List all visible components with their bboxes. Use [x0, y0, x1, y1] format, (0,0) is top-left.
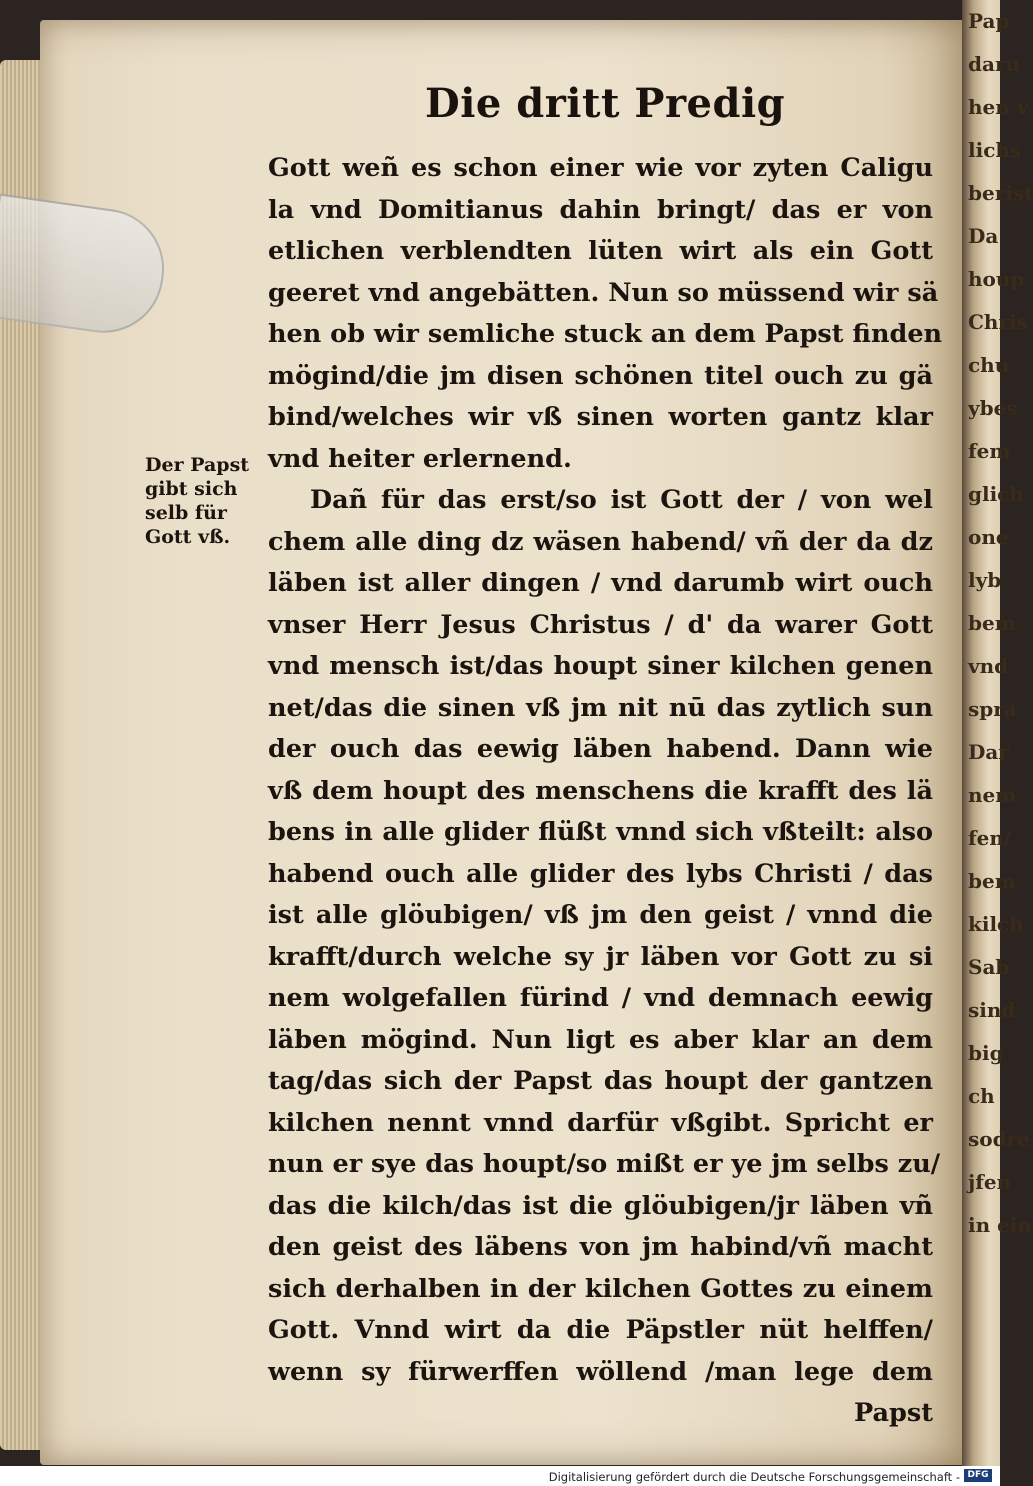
text-line: net/das die sinen vß jm nit nū das zytlich sun: [268, 692, 933, 723]
text-line: wenn sy fürwerffen wöllend /man lege dem: [268, 1356, 933, 1387]
gutter-fragment: one: [968, 525, 1009, 549]
gutter-fragment: Dar: [968, 740, 1009, 764]
text-line: läben ist aller dingen / vnd darumb wirt ouch: [268, 568, 933, 598]
text-line: tag/das sich der Papst das houpt der gantzen: [268, 1066, 933, 1096]
gutter-fragment: spra: [968, 697, 1017, 721]
running-head: Die dritt Predig: [425, 80, 786, 127]
text-line: Gott. Vnnd wirt da die Päpstler nüt helffen/: [268, 1315, 933, 1345]
text-line: vnd mensch ist/das houpt siner kilchen genen: [268, 651, 933, 681]
text-line: Dañ für das erst/so ist Gott der / von wel: [310, 485, 933, 515]
text-line: Gott weñ es schon einer wie vor zyten Caligu: [268, 153, 933, 183]
gutter-fragment: Chris: [968, 310, 1028, 334]
text-line: ist alle glöubigen/ vß jm den geist / vnnd die: [268, 900, 933, 930]
gutter-fragment: chu: [968, 353, 1010, 377]
gutter-fragment: vnd: [968, 654, 1009, 678]
text-line: nem wolgefallen fürind / vnd demnach eewig: [268, 983, 933, 1013]
text-line: nun er sye das houpt/so mißt er ye jm selbs zu/: [268, 1149, 941, 1179]
gutter-fragment: berist: [968, 181, 1033, 205]
text-line: der ouch das eewig läben habend. Dann wie: [268, 734, 933, 764]
text-line: etlichen verblendten lüten wirt als ein Gott: [268, 236, 933, 266]
gutter-fragment: kilch: [968, 912, 1024, 936]
text-line: kilchen nennt vnnd darfür vßgibt. Spricht er: [268, 1107, 933, 1138]
text-line: la vnd Domitianus dahin bringt/ das er von: [268, 194, 933, 225]
gutter-fragment: lyb: [968, 568, 1002, 592]
gutter-fragment: jfen: [968, 1170, 1012, 1194]
margin-note: [145, 453, 265, 549]
text-line: sich derhalben in der kilchen Gottes zu einem: [268, 1273, 933, 1304]
gutter-fragment: bem: [968, 611, 1016, 635]
gutter-fragment: big: [968, 1041, 1004, 1065]
text-line: den geist des läbens von jm habind/vñ macht: [268, 1232, 933, 1262]
gutter-fragment: in ein: [968, 1213, 1032, 1237]
gutter-fragment: sodre: [968, 1127, 1030, 1151]
gutter-fragment: fem: [968, 439, 1011, 463]
gutter-fragment: nem: [968, 783, 1017, 807]
footer-credit: Digitalisierung gefördert durch die Deutsche Forschungsgemeinschaft -: [548, 1470, 960, 1484]
facing-page-gutter: [962, 0, 1033, 1470]
text-line: das die kilch/das ist die glöubigen/jr läben vñ: [268, 1190, 933, 1221]
gutter-fragment: hen v: [968, 95, 1029, 119]
gutter-fragment: fen/: [968, 826, 1012, 850]
body-text: [268, 148, 943, 1435]
gutter-fragment: Pap: [968, 9, 1010, 33]
text-line: mögind/die jm disen schönen titel ouch zu gä: [268, 360, 933, 391]
gutter-fragment: ybes: [968, 396, 1018, 420]
catchword: Papst: [854, 1398, 933, 1428]
gutter-fragment: Sab: [968, 955, 1010, 979]
gutter-fragment: bem: [968, 869, 1016, 893]
text-line: hen ob wir semliche stuck an dem Papst finden: [268, 319, 943, 349]
gutter-fragment: ch: [968, 1084, 995, 1108]
text-line: habend ouch alle glider des lybs Christi / das: [268, 858, 933, 889]
text-line: vnd heiter erlernend.: [268, 443, 572, 474]
gutter-fragment: daru: [968, 52, 1021, 76]
gutter-fragment: lichs: [968, 138, 1022, 162]
dfg-logo: DFG: [964, 1469, 992, 1482]
margin-note-line: gibt sich: [145, 478, 238, 500]
gutter-fragment: Da: [968, 224, 999, 248]
text-line: vnser Herr Jesus Christus / d' da warer Gott: [268, 609, 933, 640]
margin-note-line: Gott vß.: [145, 526, 231, 548]
margin-note-line: Der Papst: [145, 454, 250, 476]
text-line: vß dem houpt des menschens die krafft des lä: [268, 775, 933, 806]
text-line: bind/welches wir vß sinen worten gantz klar: [268, 402, 933, 432]
text-line: chem alle ding dz wäsen habend/ vñ der da dz: [268, 526, 933, 557]
text-line: geeret vnd angebätten. Nun so müssend wir sä: [268, 277, 939, 308]
gutter-fragment: sind: [968, 998, 1016, 1022]
gutter-fragment: houp: [968, 267, 1025, 291]
gutter-fragment: glich: [968, 482, 1024, 506]
text-line: krafft/durch welche sy jr läben vor Gott zu si: [268, 941, 933, 972]
text-line: läben mögind. Nun ligt es aber klar an dem: [268, 1024, 933, 1055]
text-line: bens in alle glider flüßt vnnd sich vßteilt: also: [268, 817, 933, 847]
margin-note-line: selb für: [145, 502, 227, 524]
